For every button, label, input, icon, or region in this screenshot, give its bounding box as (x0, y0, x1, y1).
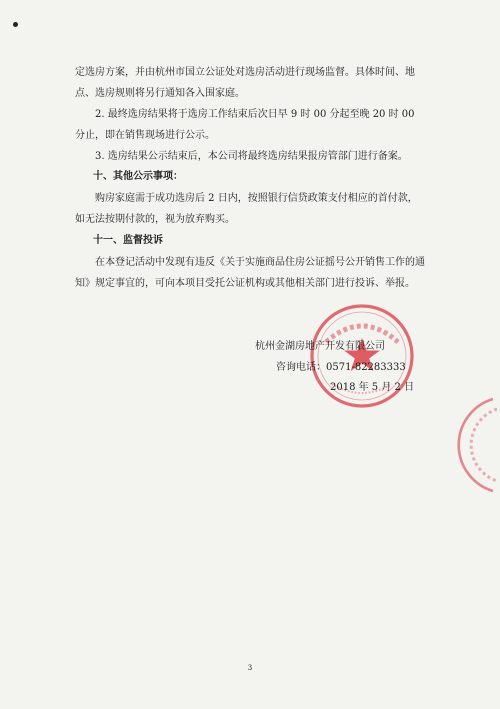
section-11-body: 在本登记活动中发现有违反《关于实施商品住房公证摇号公开销售工作的通知》规定事宜的，可向本项目受托公证机构或其他相关部门进行投诉、举报。 (75, 257, 425, 289)
company-name: 杭州金湖房地产开发有限公司 (255, 341, 385, 352)
section-10-body: 购房家庭需于成功选房后 2 日内，按照银行信贷政策支付相应的首付款，如无法按期付款的，视为放弃购买。 (75, 193, 418, 225)
paragraph-continuation: 定选房方案，并由杭州市国立公证处对选房活动进行现场监督。具体时间、地点、选房规则将另行通知各入围家庭。 (75, 67, 415, 99)
section-11-heading: 十一、监督投诉 (93, 235, 163, 246)
section-10-heading: 十、其他公示事项： (93, 171, 183, 182)
scan-dot-mark (13, 22, 18, 27)
paragraph-item-3: 3. 选房结果公示结束后，本公司将最终选房结果报房管部门进行备案。 (95, 151, 408, 162)
paragraph-item-2: 2. 最终选房结果将于选房工作结束后次日早 9 时 00 分起至晚 20 时 00 分止，即在销售现场进行公示。 (75, 109, 415, 141)
contact-phone: 咨询电话：0571-82283333 (276, 362, 406, 373)
partial-seal-stamp (445, 395, 500, 495)
document-date: 2018 年 5 月 2 日 (330, 382, 415, 393)
page-number: 3 (247, 664, 253, 672)
